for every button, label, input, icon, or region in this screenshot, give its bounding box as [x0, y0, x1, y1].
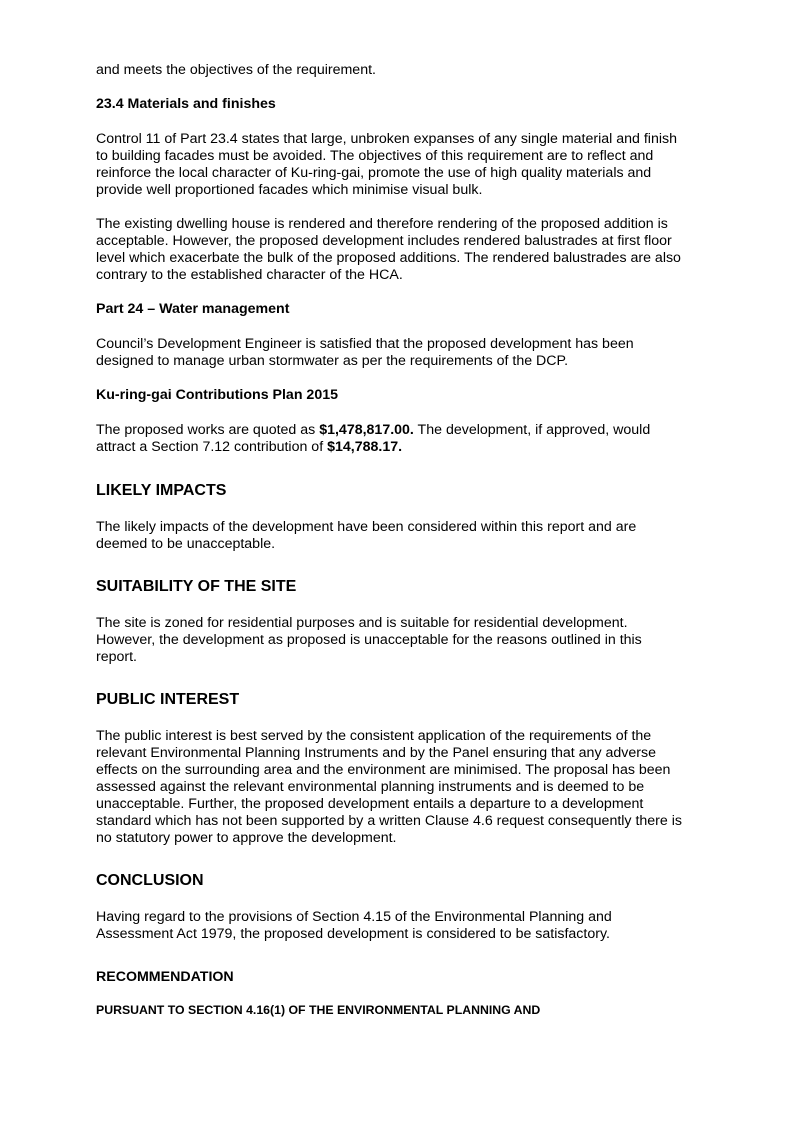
- recommendation-heading: RECOMMENDATION: [96, 969, 234, 985]
- water-para: Council’s Development Engineer is satisfied that the proposed development has been designed to manage urban stormwater as per the requirements of the DCP.: [96, 336, 634, 369]
- likely-impacts-heading: LIKELY IMPACTS: [96, 482, 227, 499]
- document-page: [96, 62, 686, 1018]
- suitability-heading: SUITABILITY OF THE SITE: [96, 578, 297, 595]
- contributions-text-1: The proposed works are quoted as: [96, 422, 320, 438]
- conclusion-para: Having regard to the provisions of Section 4.15 of the Environmental Planning and Assessment Act 1979, the proposed development is considered to be satisfactory.: [96, 909, 612, 942]
- likely-impacts-para: The likely impacts of the development have been considered within this report and are deemed to be unacceptable.: [96, 519, 637, 552]
- materials-para-2: The existing dwelling house is rendered and therefore rendering of the proposed addition is acceptable. However, the proposed development includes rendered balustrades at first floor level which exacerbate the bulk of the proposed additions. The rendered balustrades are also contrary to the established character of the HCA.: [96, 216, 681, 283]
- contributions-heading: Ku-ring-gai Contributions Plan 2015: [96, 387, 338, 403]
- contributions-text-2: The development, if approved, would attract a Section 7.12 contribution of: [96, 422, 651, 455]
- intro-text: and meets the objectives of the requirement.: [96, 62, 376, 78]
- materials-para-1: Control 11 of Part 23.4 states that large, unbroken expanses of any single material and finish to building facades must be avoided. The objectives of this requirement are to reflect and reinforce the local character of Ku-ring-gai, promote the use of high quality materials and provide well proportioned facades which minimise visual bulk.: [96, 131, 677, 198]
- water-heading: Part 24 – Water management: [96, 301, 290, 317]
- suitability-para: The site is zoned for residential purposes and is suitable for residential development. However, the development as proposed is unacceptable for the reasons outlined in this report.: [96, 615, 642, 665]
- materials-heading: 23.4 Materials and finishes: [96, 96, 276, 112]
- recommendation-subheading: PURSUANT TO SECTION 4.16(1) OF THE ENVIRONMENTAL PLANNING AND: [96, 1003, 541, 1017]
- contributions-para: [96, 422, 686, 456]
- contribution-value: $14,788.17.: [327, 439, 403, 455]
- conclusion-heading: CONCLUSION: [96, 872, 204, 889]
- works-value: $1,478,817.00.: [319, 422, 414, 438]
- public-interest-heading: PUBLIC INTEREST: [96, 691, 240, 708]
- public-interest-para: The public interest is best served by the consistent application of the requirements of the relevant Environmental Planning Instruments and by the Panel ensuring that any adverse effects on the surrounding area and the environment are minimised. The proposal has been assessed against the relevant environmental planning instruments and is deemed to be unacceptable. Further, the proposed development entails a departure to a development standard which has not been supported by a written Clause 4.6 request consequently there is no statutory power to approve the development.: [96, 728, 682, 846]
